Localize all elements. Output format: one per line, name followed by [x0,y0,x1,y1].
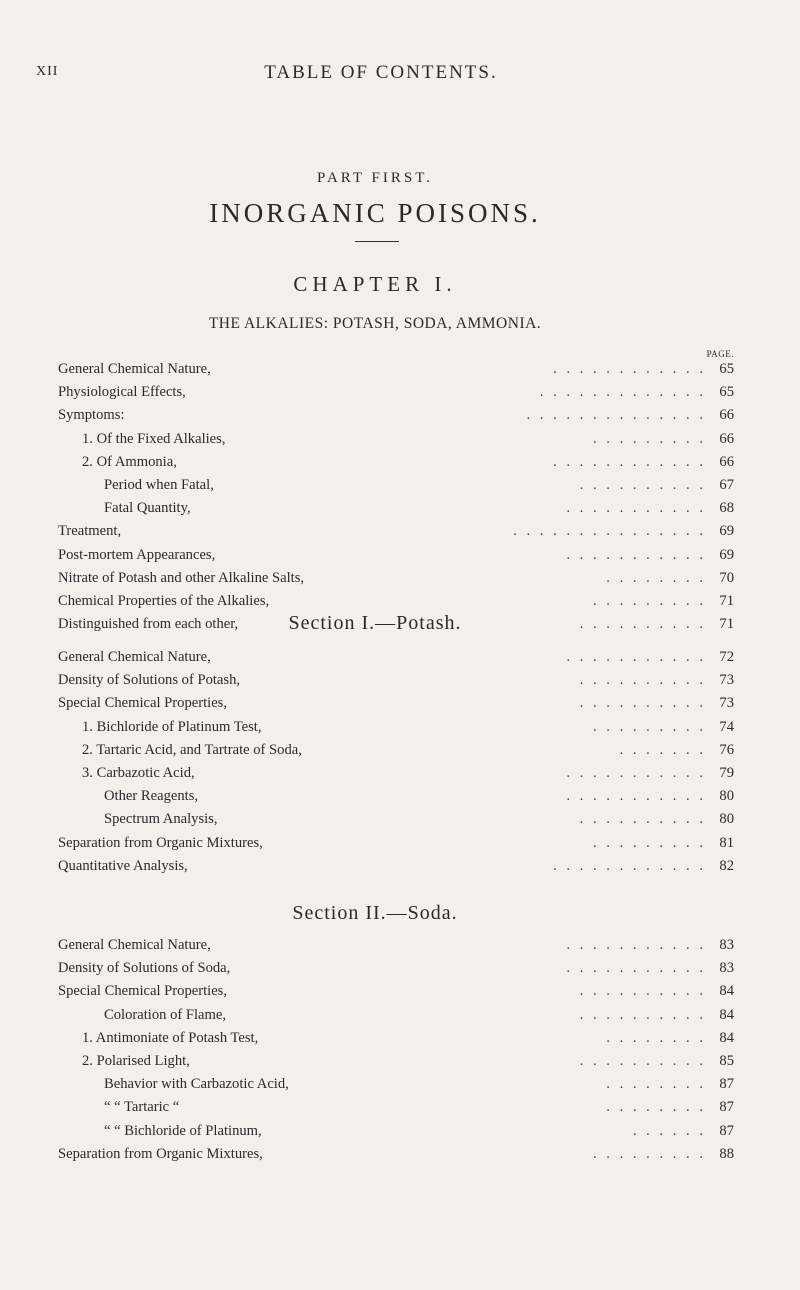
toc-entry-leader: . . . . . . . . . . [579,695,706,712]
toc-entry-label: Physiological Effects, [58,384,186,401]
toc-entry-page: 87 [719,1099,734,1116]
toc-entry-page: 80 [719,811,734,828]
toc-entry-leader: . . . . . . . . [606,1029,706,1046]
toc-entry [58,646,734,669]
toc-entry [58,1073,734,1096]
toc-entry [58,451,734,474]
toc-entry-leader: . . . . . . . . [606,569,706,586]
toc-entry-page: 83 [719,937,734,953]
toc-entry [58,957,734,980]
toc-entry-page: 79 [719,764,734,781]
toc-entry-leader: . . . . . . . . . . . . . . . [513,523,706,540]
toc-entry [58,613,734,636]
toc-entry-leader: . . . . . . . . . [592,1145,706,1162]
toc-entry-leader: . . . . . . . . . . . . [553,361,706,377]
toc-entry [58,1143,734,1166]
toc-entry-page: 74 [719,718,734,735]
toc-entry-page: 73 [719,695,734,712]
toc-entry-label: Density of Solutions of Soda, [58,960,231,977]
toc-entry-page: 69 [719,546,734,563]
toc-entry-leader: . . . . . . . . . . [579,616,706,633]
toc-entry [58,855,734,878]
toc-entry-page: 71 [719,592,734,609]
toc-entry-page: 85 [719,1052,734,1069]
page-header [36,62,726,92]
toc-entry-page: 88 [719,1145,734,1162]
toc-entry-label: Other Reagents, [104,788,199,805]
toc-entry [58,381,734,404]
toc-soda-entries [58,934,734,1166]
toc-entry-page: 82 [719,857,734,874]
toc-entry-label: Coloration of Flame, [104,1006,227,1023]
toc-entry-page: 84 [719,1029,734,1046]
section-heading-soda: Section II.—Soda. [292,902,458,924]
toc-entry [58,590,734,613]
toc-entry-label: Special Chemical Properties, [58,983,227,1000]
toc-entry-leader: . . . . . . . . . . . [566,764,706,781]
toc-entry-label: General Chemical Nature, [58,361,211,377]
toc-entry-label: Nitrate of Potash and other Alkaline Salts, [58,569,305,586]
toc-entry [58,739,734,762]
toc-entry-page: 65 [719,384,734,401]
toc-entry [58,1027,734,1050]
toc-entry [58,474,734,497]
toc-entry-leader: . . . . . . [632,1122,706,1139]
part-heading: PART FIRST. [316,170,434,186]
toc-entry [58,716,734,739]
toc-entry-page: 66 [719,453,734,470]
toc-entry-page: 65 [719,361,734,377]
toc-entry-leader: . . . . . . . . . [592,834,706,851]
toc-entry-label: 3. Carbazotic Acid, [82,764,195,781]
toc-entry-leader: . . . . . . . . . . [579,1052,706,1069]
toc-entry-label: 1. Of the Fixed Alkalies, [82,430,226,447]
toc-entry [58,1050,734,1073]
chapter-heading: CHAPTER I. [293,272,457,296]
toc-entry-page: 71 [719,616,734,633]
toc-entry-leader: . . . . . . . . . [592,592,706,609]
toc-entry-page: 80 [719,788,734,805]
toc-entry-label: 2. Of Ammonia, [82,453,177,470]
toc-entry-label: Symptoms: [58,407,125,424]
toc-entry-leader: . . . . . . . . [606,1076,706,1093]
toc-entry-leader: . . . . . . . [619,741,706,758]
toc-entry-leader: . . . . . . . . . [592,718,706,735]
toc-entry-page: 84 [719,983,734,1000]
toc-entry-page: 81 [719,834,734,851]
toc-entry [58,1120,734,1143]
toc-entry [58,808,734,831]
running-title: TABLE OF CONTENTS. [264,62,498,83]
toc-entry-leader: . . . . . . . . . . [579,1006,706,1023]
toc-entry-leader: . . . . . . . . [606,1099,706,1116]
toc-entry [58,669,734,692]
toc-entry-leader: . . . . . . . . . . . [566,546,706,563]
toc-entry-page: 87 [719,1076,734,1093]
toc-entry-label: Chemical Properties of the Alkalies, [58,592,270,609]
toc-entry-label: General Chemical Nature, [58,649,211,665]
toc-entry-label: 1. Bichloride of Platinum Test, [82,718,262,735]
title-divider [355,241,399,242]
toc-entry-leader: . . . . . . . . . . . [566,788,706,805]
toc-entry [58,567,734,590]
toc-entry [58,832,734,855]
toc-entry-label: Separation from Organic Mixtures, [58,834,263,851]
toc-entry [58,1096,734,1119]
toc-entry-page: 68 [719,500,734,517]
toc-entry-page: 66 [719,430,734,447]
toc-entry-label: General Chemical Nature, [58,937,211,953]
toc-entry [58,428,734,451]
toc-entry-leader: . . . . . . . . . . . [566,500,706,517]
toc-entry [58,1004,734,1027]
toc-entry-label: Spectrum Analysis, [104,811,218,828]
toc-entry-label: “ “ Bichloride of Platinum, [104,1122,262,1139]
toc-entry-leader: . . . . . . . . . . . . . . [526,407,706,424]
toc-entry [58,358,734,381]
toc-entry [58,404,734,427]
toc-entry-label: Density of Solutions of Potash, [58,672,241,689]
toc-entry-label: Separation from Organic Mixtures, [58,1145,263,1162]
toc-entry [58,520,734,543]
toc-entry-page: 76 [719,741,734,758]
toc-entry-leader: . . . . . . . . . . [579,672,706,689]
toc-entry-page: 66 [719,407,734,424]
toc-entry-page: 73 [719,672,734,689]
toc-entry-leader: . . . . . . . . . . . [566,960,706,977]
toc-entry-page: 84 [719,1006,734,1023]
section-heading-potash: Section I.—Potash. [288,612,462,634]
toc-entry-label: “ “ Tartaric “ [104,1099,180,1116]
toc-entry [58,497,734,520]
toc-entry-leader: . . . . . . . . . . . . [553,857,706,874]
toc-entry-label: Distinguished from each other, [58,616,239,633]
toc-entry [58,785,734,808]
toc-entry-page: 72 [719,649,734,665]
page-folio: XII [36,64,59,79]
toc-entry-label: Period when Fatal, [104,476,214,493]
toc-entry [58,980,734,1003]
toc-entry-leader: . . . . . . . . . . . . . [539,384,706,401]
toc-entry-leader: . . . . . . . . . . [579,983,706,1000]
toc-entry [58,934,734,957]
chapter-subtitle: THE ALKALIES: POTASH, SODA, AMMONIA. [208,315,542,332]
toc-chapter-entries [58,358,734,636]
toc-entry-label: Special Chemical Properties, [58,695,227,712]
main-title: INORGANIC POISONS. [209,198,541,228]
toc-entry-leader: . . . . . . . . . . [579,811,706,828]
toc-entry [58,762,734,785]
toc-entry-label: 2. Tartaric Acid, and Tartrate of Soda, [82,741,302,758]
toc-entry-label: Quantitative Analysis, [58,857,188,874]
toc-entry-page: 70 [719,569,734,586]
toc-entry-label: Post-mortem Appearances, [58,546,216,563]
toc-entry-page: 69 [719,523,734,540]
toc-entry-label: Behavior with Carbazotic Acid, [104,1076,289,1093]
toc-entry [58,692,734,715]
page-column-label: PAGE. [706,349,734,359]
toc-entry-label: 2. Polarised Light, [82,1052,190,1069]
toc-entry-page: 83 [719,960,734,977]
toc-entry-leader: . . . . . . . . . . . [566,649,706,665]
toc-entry [58,544,734,567]
toc-entry-label: Fatal Quantity, [104,500,191,517]
toc-entry-page: 67 [719,476,734,493]
toc-potash-entries [58,646,734,878]
toc-entry-leader: . . . . . . . . . . . . [553,453,706,470]
toc-entry-leader: . . . . . . . . . . . [566,937,706,953]
toc-entry-page: 87 [719,1122,734,1139]
toc-entry-leader: . . . . . . . . . [592,430,706,447]
toc-entry-leader: . . . . . . . . . . [579,476,706,493]
toc-entry-label: Treatment, [58,523,122,540]
toc-entry-label: 1. Antimoniate of Potash Test, [82,1029,259,1046]
